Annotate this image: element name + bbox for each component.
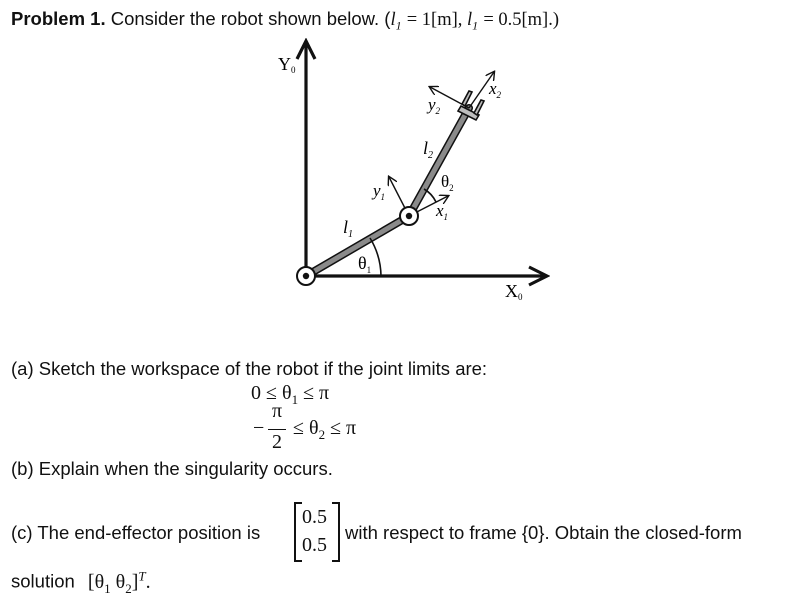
fraction-numerator: π [272, 400, 283, 422]
fraction-bar [268, 429, 286, 430]
x0-label: X0 [505, 281, 523, 302]
minus-sign: − [253, 417, 265, 439]
y1-label: $y_1$ [373, 181, 386, 202]
joint-limit-2: − π 2 ≤ $\theta_2 \le \pi$ [253, 400, 357, 453]
l2-value: = 0.5[m].) [483, 10, 560, 30]
theta1-arc [370, 238, 381, 276]
x1-label: $x_1$ [436, 201, 449, 222]
problem-intro: Consider the robot shown below. ( [110, 8, 391, 29]
solution-vector: [$\theta_1$ $\theta_2]^T$. [87, 568, 151, 596]
problem-label: Problem 1. [11, 8, 106, 29]
link-2-label: $l_2$ [423, 138, 434, 161]
joint-limit-1: $0 \le \theta_1 \le \pi$ [251, 382, 330, 407]
vector-bottom: 0.5 [302, 534, 327, 556]
joint-1 [297, 267, 315, 285]
position-vector [294, 502, 340, 562]
theta2-arc [424, 189, 436, 202]
part-c-solution [11, 568, 151, 597]
y2-axis [430, 87, 469, 108]
solution-word: solution [11, 570, 75, 592]
var-l1-second: $l_1$ [467, 10, 479, 33]
joint-2 [400, 207, 418, 225]
theta2-label: $\theta_2$ [441, 172, 454, 193]
l1-value: = 1[m], [406, 10, 468, 30]
part-c-post: with respect to frame {0}. Obtain the closed-form [345, 522, 742, 543]
part-a-text: (a) Sketch the workspace of the robot if the joint limits are: [11, 358, 488, 379]
x2-label: $x_2$ [489, 79, 502, 100]
fraction-denominator: 2 [272, 431, 282, 453]
vector-top: 0.5 [302, 506, 327, 528]
var-l1: $l_1$ [390, 10, 402, 33]
theta1-label: $\theta_1$ [358, 253, 372, 275]
y2-label: $y_2$ [428, 95, 441, 116]
part-b-text: (b) Explain when the singularity occurs. [11, 458, 333, 479]
part-c-pre: (c) The end-effector position is [11, 522, 261, 543]
link-1-label: $l_1$ [343, 217, 354, 240]
y0-label: Y0 [278, 54, 296, 75]
